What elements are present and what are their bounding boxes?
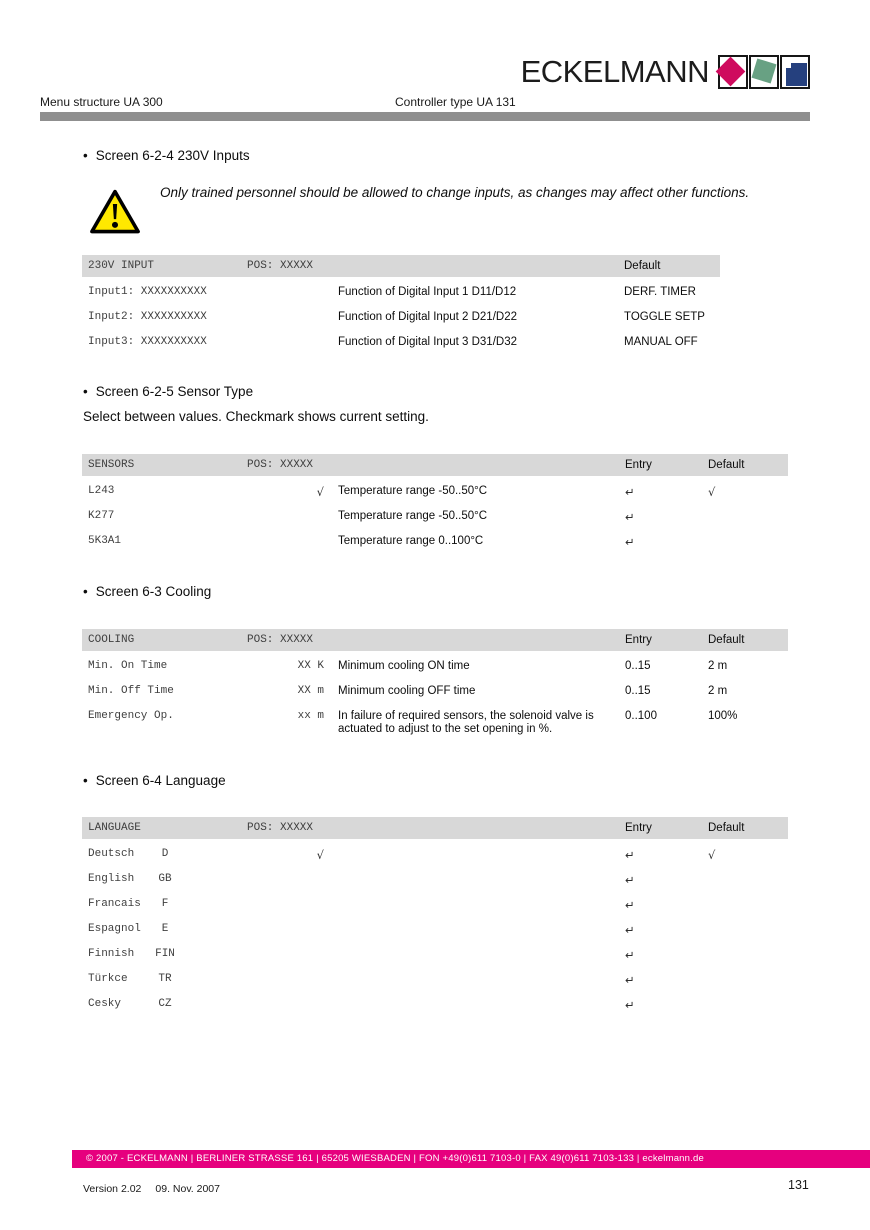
row-default <box>708 535 788 551</box>
version-line <box>83 1183 234 1195</box>
table-row <box>82 914 788 939</box>
row-default <box>708 873 788 889</box>
table-header <box>82 454 788 476</box>
table-title: LANGUAGE <box>88 822 141 834</box>
row-entry: 0..100 <box>625 710 657 722</box>
table-row <box>82 839 788 864</box>
table-row <box>82 964 788 989</box>
magenta-diamond-icon <box>716 57 746 87</box>
version-label: Version 2.02 <box>83 1183 142 1195</box>
section-title: Screen 6-2-4 230V Inputs <box>95 148 250 163</box>
enter-symbol: ↵ <box>625 848 635 862</box>
row-default: DERF. TIMER <box>624 286 696 298</box>
row-label: Input3: XXXXXXXXXX <box>88 336 207 348</box>
col-default: Default <box>708 822 745 834</box>
row-description: Function of Digital Input 1 D11/D12 <box>338 286 517 298</box>
language-name: Deutsch <box>88 848 135 860</box>
row-default <box>708 510 788 526</box>
row-label: Input2: XXXXXXXXXX <box>88 311 207 323</box>
warning-text: Only trained personnel should be allowed to change inputs, as changes may affect other functions. <box>160 185 750 200</box>
current-check <box>247 873 338 889</box>
language-code: D <box>161 848 169 860</box>
col-default: Default <box>708 634 745 646</box>
table-row <box>82 989 788 1014</box>
language-code: FIN <box>155 948 175 960</box>
logo-box-blue <box>780 55 810 89</box>
bullet-icon: • <box>83 384 88 399</box>
table-row <box>82 864 788 889</box>
language-code: E <box>161 923 169 935</box>
current-check <box>247 948 338 964</box>
current-check: √ <box>316 848 324 862</box>
pos-label: POS: XXXXX <box>247 822 314 834</box>
row-label: Min. On Time <box>88 660 168 672</box>
enter-symbol: ↵ <box>625 873 635 887</box>
running-head-left: Menu structure UA 300 <box>40 95 163 109</box>
row-description: Function of Digital Input 2 D21/D22 <box>338 311 517 323</box>
bullet-icon: • <box>83 148 88 163</box>
eckelmann-logo <box>521 54 810 90</box>
language-name: Finnish <box>88 948 135 960</box>
col-entry: Entry <box>625 634 652 646</box>
row-label: Emergency Op. <box>88 710 174 722</box>
table-sensors <box>82 454 788 551</box>
col-default: Default <box>624 260 661 272</box>
row-description: Function of Digital Input 3 D31/D32 <box>338 336 517 348</box>
table-row <box>82 476 788 501</box>
row-description: Temperature range 0..100°C <box>338 535 484 547</box>
col-default: Default <box>708 459 745 471</box>
section-heading-sensor-type <box>83 384 253 399</box>
language-code: F <box>161 898 169 910</box>
row-default: TOGGLE SETP <box>624 311 705 323</box>
language-code: TR <box>158 973 172 985</box>
section-title: Screen 6-3 Cooling <box>95 584 212 599</box>
enter-symbol: ↵ <box>625 948 635 962</box>
section-heading-language <box>83 773 226 788</box>
page-number: 131 <box>788 1178 809 1192</box>
table-title: 230V INPUT <box>88 260 155 272</box>
row-description: Minimum cooling ON time <box>338 660 470 672</box>
white-notch <box>782 57 791 68</box>
section-title: Screen 6-2-5 Sensor Type <box>95 384 254 399</box>
row-default <box>708 923 788 939</box>
language-name: Francais <box>88 898 141 910</box>
logo-mark <box>717 55 810 89</box>
row-default: MANUAL OFF <box>624 336 698 348</box>
table-row <box>82 327 720 352</box>
row-description: Temperature range -50..50°C <box>338 510 488 522</box>
row-entry: 0..15 <box>625 660 651 672</box>
current-check <box>247 510 338 526</box>
table-row <box>82 501 788 526</box>
green-diamond-icon <box>752 59 777 84</box>
row-value: XX m <box>297 685 324 697</box>
current-check <box>247 998 338 1014</box>
row-value: XX K <box>297 660 324 672</box>
table-header <box>82 629 788 651</box>
table-row <box>82 651 788 676</box>
row-default: √ <box>708 485 716 499</box>
table-230v-input <box>82 255 720 352</box>
table-row <box>82 526 788 551</box>
row-default <box>708 898 788 914</box>
language-code: CZ <box>158 998 172 1010</box>
enter-symbol: ↵ <box>625 973 635 987</box>
table-row <box>82 277 720 302</box>
section-title: Screen 6-4 Language <box>95 773 226 788</box>
row-label: Min. Off Time <box>88 685 174 697</box>
table-row <box>82 939 788 964</box>
row-label: Input1: XXXXXXXXXX <box>88 286 207 298</box>
row-label: L243 <box>88 485 115 497</box>
table-title: COOLING <box>88 634 135 646</box>
language-code: GB <box>158 873 172 885</box>
header-rule <box>40 112 810 121</box>
warning-triangle-icon <box>88 188 142 236</box>
row-entry: 0..15 <box>625 685 651 697</box>
table-row <box>82 701 788 735</box>
language-name: Cesky <box>88 998 122 1010</box>
language-name: Espagnol <box>88 923 141 935</box>
row-default <box>708 973 788 989</box>
logo-wordmark: ECKELMANN <box>520 54 709 89</box>
enter-symbol: ↵ <box>625 535 635 549</box>
current-check: √ <box>316 485 324 499</box>
version-date: 09. Nov. 2007 <box>155 1183 220 1195</box>
table-cooling <box>82 629 788 735</box>
table-header <box>82 817 788 839</box>
logo-box-magenta <box>718 55 748 89</box>
row-description: In failure of required sensors, the solenoid valve is actuated to adjust to the set opening in %. <box>338 710 594 735</box>
row-value: xx m <box>297 710 324 722</box>
table-header <box>82 255 720 277</box>
language-name: Türkce <box>88 973 128 985</box>
bullet-icon: • <box>83 584 88 599</box>
row-label: 5K3A1 <box>88 535 122 547</box>
col-entry: Entry <box>625 459 652 471</box>
running-head-right: Controller type UA 131 <box>395 95 516 109</box>
row-default: 100% <box>708 710 738 722</box>
table-language <box>82 817 788 1014</box>
enter-symbol: ↵ <box>625 998 635 1012</box>
section-heading-cooling <box>83 584 211 599</box>
language-name: English <box>88 873 135 885</box>
table-row <box>82 302 720 327</box>
col-entry: Entry <box>625 822 652 834</box>
row-default: 2 m <box>708 660 728 672</box>
current-check <box>247 973 338 989</box>
current-check <box>247 898 338 914</box>
table-row <box>82 889 788 914</box>
row-label: K277 <box>88 510 115 522</box>
current-check <box>247 923 338 939</box>
enter-symbol: ↵ <box>625 898 635 912</box>
table-row <box>82 676 788 701</box>
sensor-note: Select between values. Checkmark shows current setting. <box>83 409 429 424</box>
footer-address-bar: © 2007 - ECKELMANN | BERLINER STRASSE 161 | 65205 WIESBADEN | FON +49(0)611 7103-0 | FAX 49(0)611 7103-133 | eckelmann.de <box>72 1150 870 1168</box>
row-default <box>708 998 788 1014</box>
bullet-icon: • <box>83 773 88 788</box>
enter-symbol: ↵ <box>625 510 635 524</box>
enter-symbol: ↵ <box>625 923 635 937</box>
row-default: √ <box>708 848 716 862</box>
enter-symbol: ↵ <box>625 485 635 499</box>
pos-label: POS: XXXXX <box>247 634 314 646</box>
pos-label: POS: XXXXX <box>247 260 314 272</box>
pos-label: POS: XXXXX <box>247 459 314 471</box>
row-default <box>708 948 788 964</box>
table-title: SENSORS <box>88 459 135 471</box>
current-check <box>247 535 338 551</box>
logo-box-green <box>749 55 779 89</box>
row-default: 2 m <box>708 685 728 697</box>
row-description: Minimum cooling OFF time <box>338 685 476 697</box>
row-description: Temperature range -50..50°C <box>338 485 488 497</box>
section-heading-230v-inputs <box>83 148 250 163</box>
